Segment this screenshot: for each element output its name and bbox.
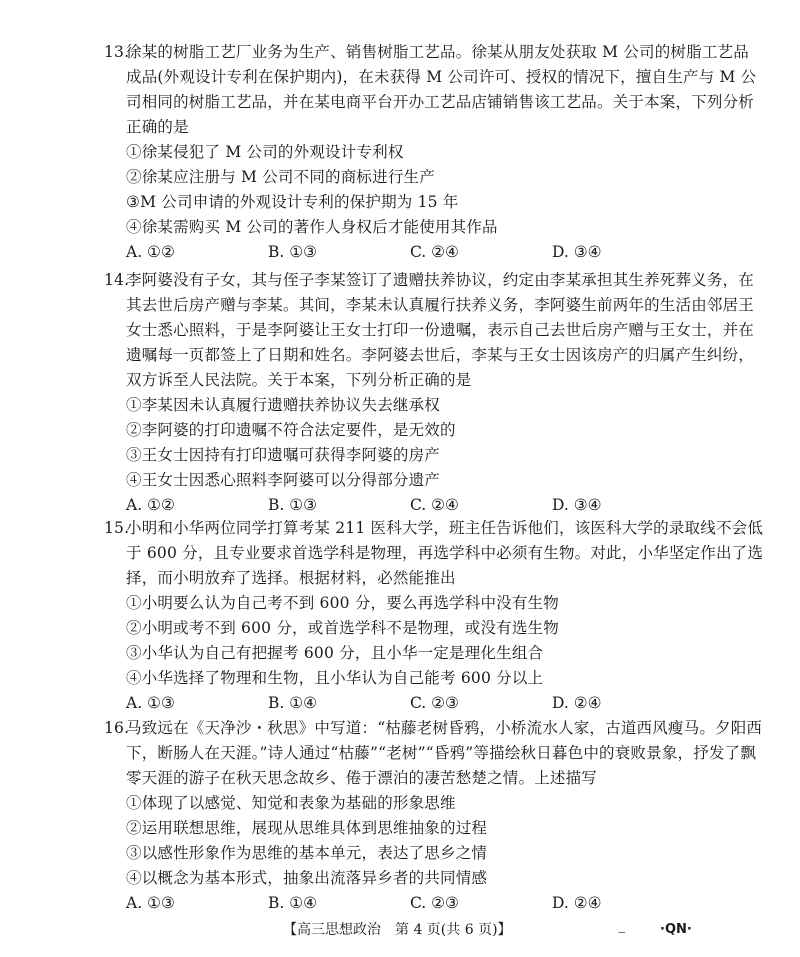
answer-options (126, 891, 696, 916)
option-d: D. ②④ (552, 894, 602, 912)
statement-item: ①体现了以感觉、知觉和表象为基础的形象思维 (126, 794, 456, 812)
statement-item: ④以概念为基本形式，抽象出流落异乡者的共同情感 (126, 869, 488, 887)
option-c: C. ②③ (410, 894, 459, 912)
question-13 (104, 40, 757, 265)
question-stem-line: 双方诉至人民法院。关于本案，下列分析正确的是 (126, 371, 472, 389)
option-b: B. ①④ (268, 694, 318, 712)
footer-mark: ‒ (618, 925, 626, 939)
statement-item: ②徐某应注册与 M 公司不同的商标进行生产 (126, 168, 435, 186)
question-number: 15. (104, 519, 130, 537)
statement-item: ①小明要么认为自己考不到 600 分，要么再选学科中没有生物 (126, 594, 559, 612)
statement-item: ③M 公司申请的外观设计专利的保护期为 15 年 (126, 193, 459, 211)
question-stem-line: 于 600 分，且专业要求首选学科是物理，再选学科中必须有生物。对此，小华坚定作出了选 (126, 544, 764, 562)
question-stem-line: 其去世后房产赠与李某。其间，李某未认真履行扶养义务，李阿婆生前两年的生活由邻居王 (126, 296, 755, 314)
option-c: C. ②④ (410, 496, 459, 514)
statement-item: ④王女士因悉心照料李阿婆可以分得部分遗产 (126, 471, 441, 489)
answer-options (126, 691, 696, 716)
option-a: A. ①② (126, 243, 175, 261)
option-d: D. ③④ (552, 496, 602, 514)
question-16 (104, 716, 763, 916)
question-stem-line: 13. 徐某的树脂工艺厂业务为生产、销售树脂工艺品。徐某从朋友处获取 M 公司的树脂工艺品 (126, 40, 696, 65)
question-stem-line: 女士悉心照料，于是李阿婆让王女士打印一份遗嘱，表示自己去世后房产赠与王女士，并在 (126, 321, 755, 339)
option-b: B. ①③ (268, 496, 318, 514)
question-stem-line: 16. 马致远在《天净沙・秋思》中写道：“枯藤老树昏鸦，小桥流水人家，古道西风瘦马。夕阳西 (126, 716, 696, 741)
option-a: A. ①② (126, 496, 175, 514)
option-c: C. ②④ (410, 243, 459, 261)
answer-options (126, 240, 696, 265)
question-number: 16. (104, 719, 130, 737)
question-stem-line: 下，断肠人在天涯。”诗人通过“枯藤”“老树”“昏鸦”等描绘秋日暮色中的衰败景象，抒发了飘 (126, 744, 757, 762)
question-stem-line: 遗嘱每一页都签上了日期和姓名。李阿婆去世后，李某与王女士因该房产的归属产生纠纷， (126, 346, 755, 364)
question-15 (104, 516, 764, 716)
question-stem-line: 14. 李阿婆没有子女，其与侄子李某签订了遗赠扶养协议，约定由李某承担其生养死葬义务，在 (126, 268, 696, 293)
statement-item: ③小华认为自己有把握考 600 分，且小华一定是理化生组合 (126, 644, 544, 662)
question-stem-line: 司相同的树脂工艺品，并在某电商平台开办工艺品店铺销售该工艺品。关于本案，下列分析 (126, 93, 755, 111)
option-b: B. ①③ (268, 243, 318, 261)
question-stem-line: 成品(外观设计专利在保护期内)，在未获得 M 公司许可、授权的情况下，擅自生产与 M 公 (126, 68, 757, 86)
statement-item: ②运用联想思维，展现从思维具体到思维抽象的过程 (126, 819, 488, 837)
question-number: 13. (104, 43, 130, 61)
question-stem-line: 择，而小明放弃了选择。根据材料，必然能推出 (126, 569, 456, 587)
statement-item: ②小明或考不到 600 分，或首选学科不是物理，或没有选生物 (126, 619, 559, 637)
question-14 (104, 268, 755, 518)
footer-code: ·QN· (660, 922, 692, 937)
answer-options (126, 493, 696, 518)
statement-item: ④徐某需购买 M 公司的著作人身权后才能使用其作品 (126, 218, 498, 236)
question-stem-line: 15. 小明和小华两位同学打算考某 211 医科大学，班主任告诉他们，该医科大学的录取线不会低 (126, 516, 696, 541)
question-number: 14. (104, 271, 130, 289)
statement-item: ③王女士因持有打印遗嘱可获得李阿婆的房产 (126, 446, 441, 464)
statement-item: ①李某因未认真履行遗赠扶养协议失去继承权 (126, 396, 441, 414)
option-a: A. ①③ (126, 894, 175, 912)
statement-item: ①徐某侵犯了 M 公司的外观设计专利权 (126, 143, 404, 161)
footer-title: 【高三思想政治 第 4 页(共 6 页)】 (283, 922, 512, 938)
statement-item: ②李阿婆的打印遗嘱不符合法定要件，是无效的 (126, 421, 456, 439)
option-d: D. ②④ (552, 694, 602, 712)
statement-item: ③以感性形象作为思维的基本单元，表达了思乡之情 (126, 844, 488, 862)
option-d: D. ③④ (552, 243, 602, 261)
question-stem-line: 正确的是 (126, 118, 189, 136)
option-c: C. ②③ (410, 694, 459, 712)
option-a: A. ①③ (126, 694, 175, 712)
question-stem-line: 零天涯的游子在秋天思念故乡、倦于漂泊的凄苦愁楚之情。上述描写 (126, 769, 598, 787)
statement-item: ④小华选择了物理和生物，且小华认为自己能考 600 分以上 (126, 669, 544, 687)
option-b: B. ①④ (268, 894, 318, 912)
